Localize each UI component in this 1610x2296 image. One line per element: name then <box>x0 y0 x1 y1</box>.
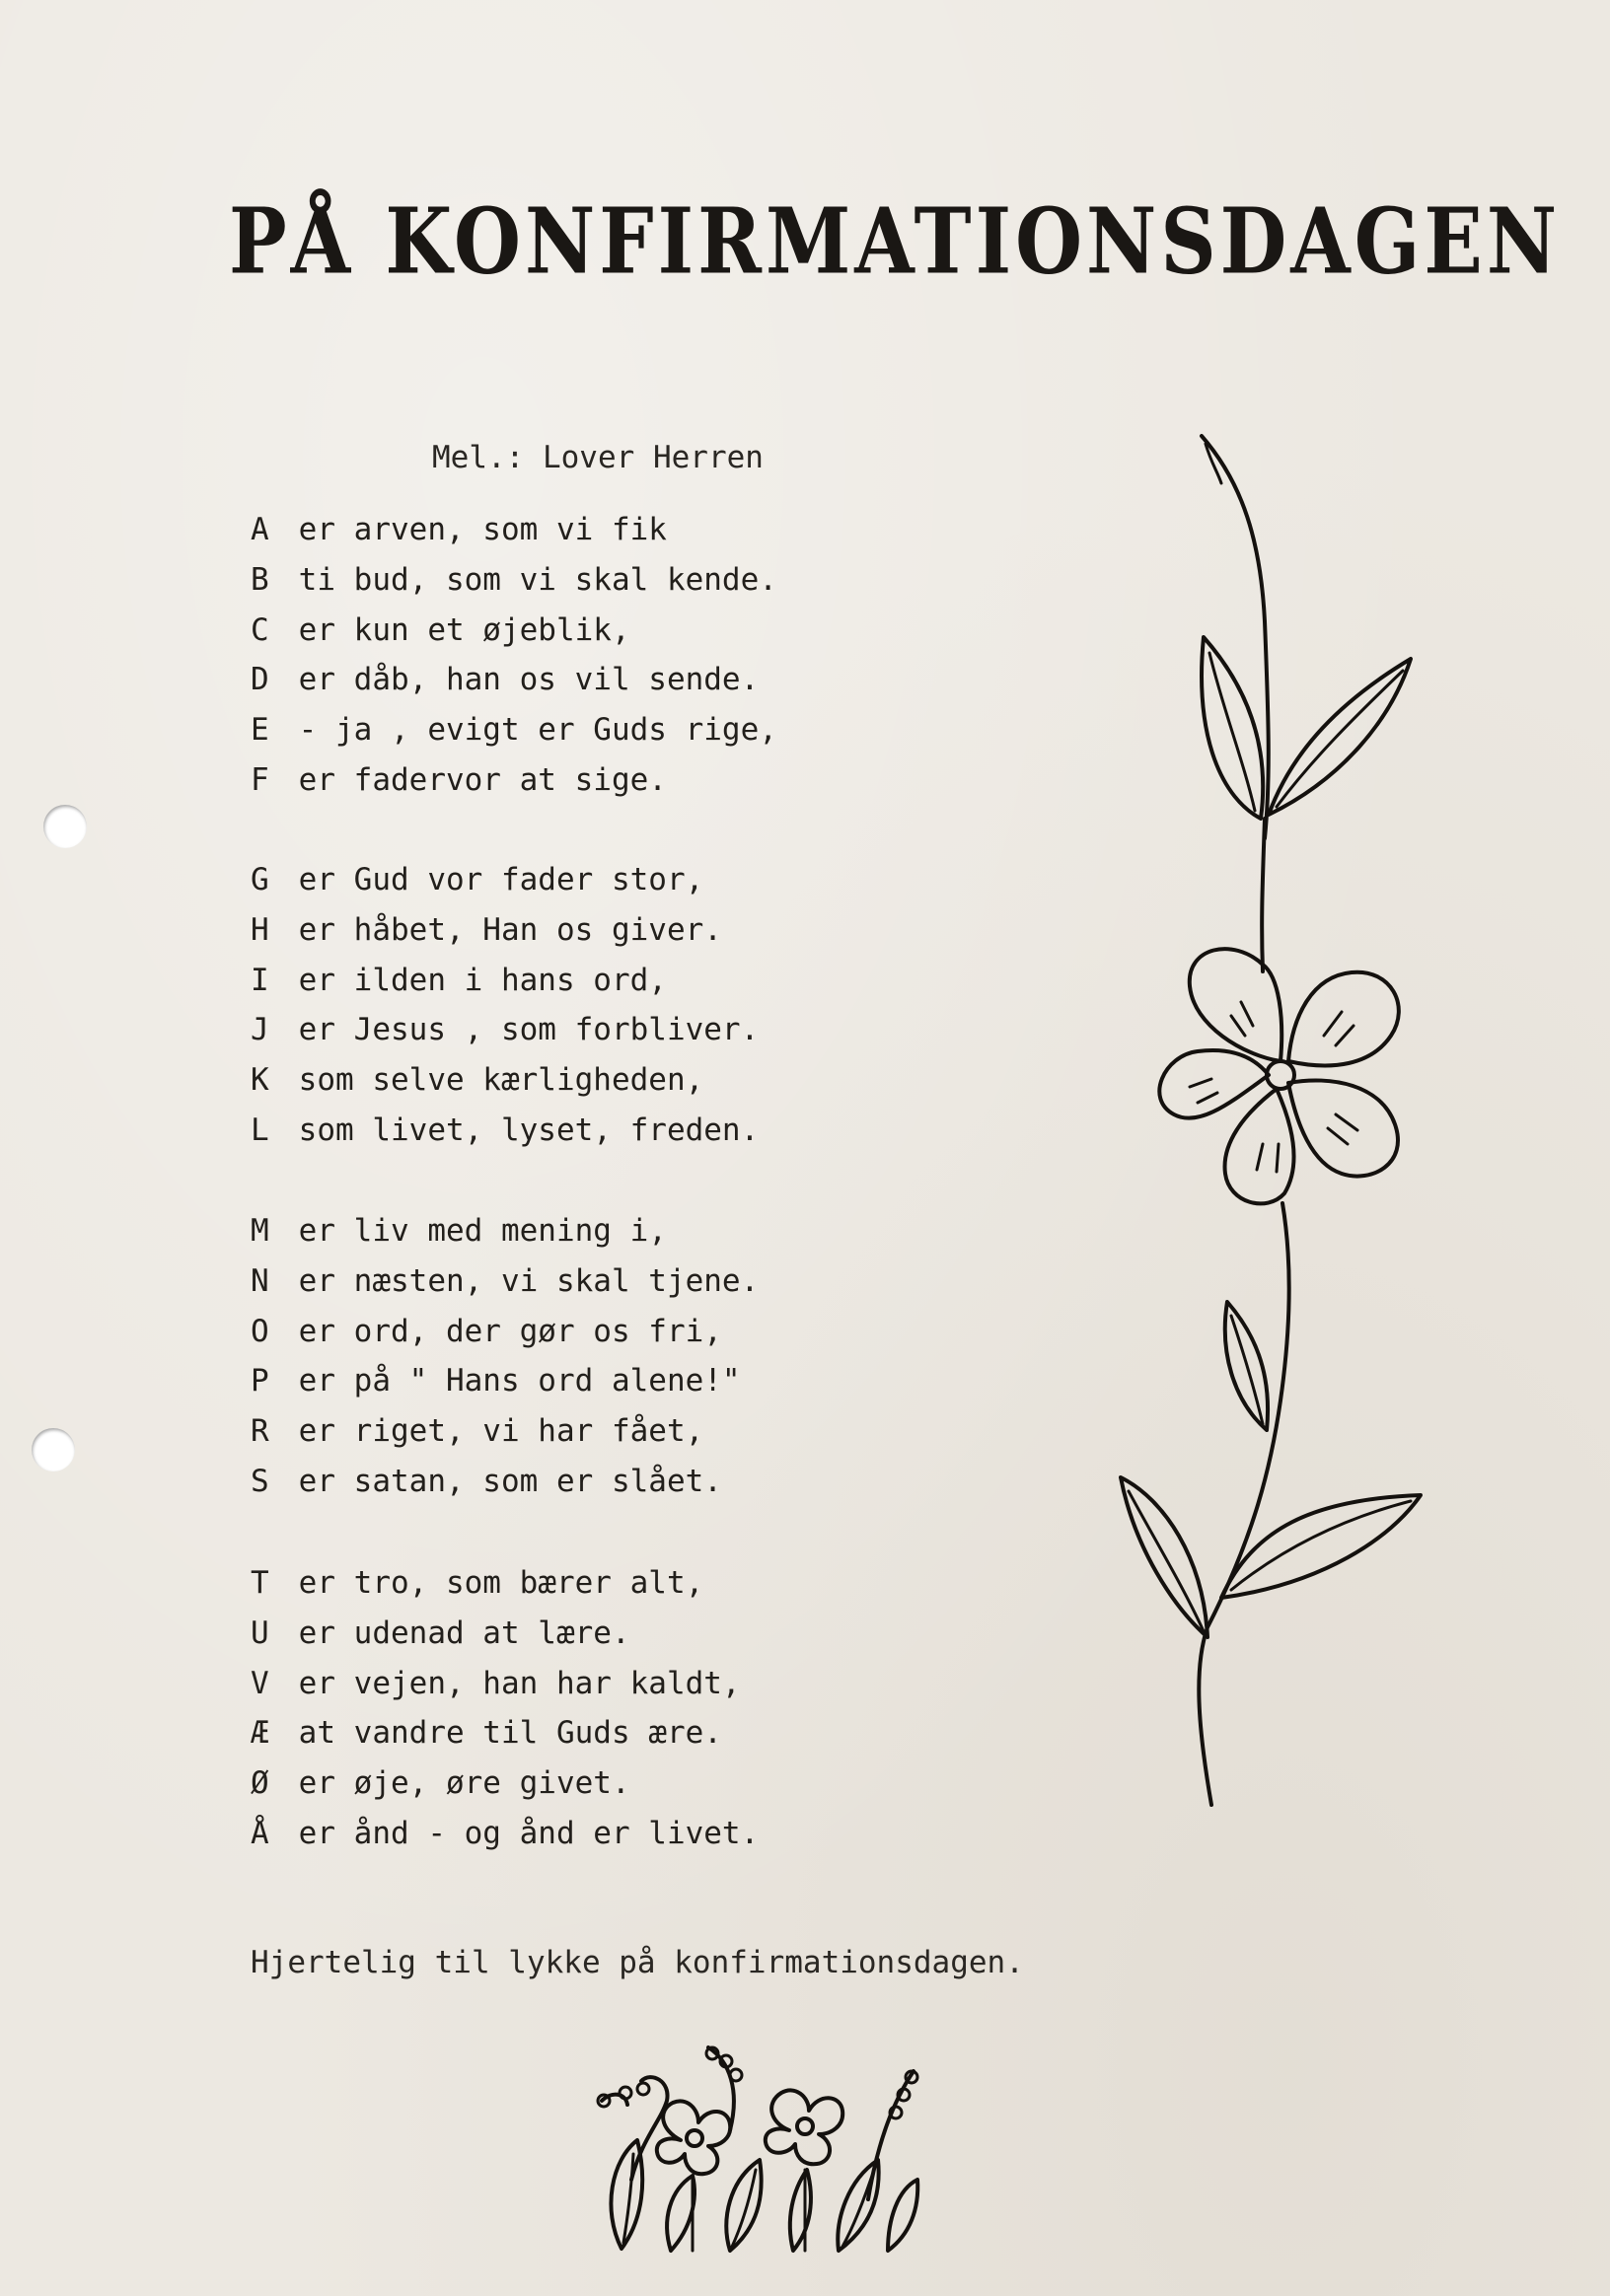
verse-letter: P <box>251 1363 269 1399</box>
verse-letter: U <box>251 1614 269 1651</box>
verse-line <box>251 1256 759 1307</box>
verse-line <box>251 1809 759 1859</box>
verse-line <box>251 1708 759 1758</box>
verse-letter: F <box>251 761 269 798</box>
melody-line: Mel.: Lover Herren <box>432 440 764 475</box>
verse-line <box>251 1558 759 1609</box>
verse-letter: D <box>251 662 269 698</box>
verse-letter: N <box>251 1262 269 1299</box>
verse-letter: L <box>251 1112 269 1148</box>
verse-letter: Æ <box>251 1715 269 1752</box>
verse-letter: Ø <box>251 1765 269 1802</box>
verse-letter: R <box>251 1413 269 1450</box>
verse-text: er vejen, han har kaldt, <box>298 1665 741 1701</box>
verse-letter: G <box>251 862 269 897</box>
verse-letter: O <box>251 1313 269 1349</box>
verse-letter: S <box>251 1463 269 1499</box>
verse-line <box>251 606 777 656</box>
verse-text: er på " Hans ord alene!" <box>298 1363 741 1399</box>
verse-line <box>251 905 759 956</box>
greeting-line: Hjertelig til lykke på konfirmationsdagen. <box>251 1945 1024 1980</box>
verse-letter: I <box>251 962 269 998</box>
verse-letter: V <box>251 1665 269 1701</box>
stanza <box>251 505 777 806</box>
verse-line <box>251 1356 759 1406</box>
verse-line <box>251 1609 759 1659</box>
verse-line <box>251 1758 759 1809</box>
verse-letter: K <box>251 1062 269 1099</box>
verse-letter: T <box>251 1565 269 1601</box>
verse-line <box>251 1005 759 1055</box>
verse-text: ti bud, som vi skal kende. <box>298 561 777 598</box>
verse-text: er satan, som er slået. <box>298 1463 722 1499</box>
verse-line <box>251 1055 759 1106</box>
verse-text: er tro, som bærer alt, <box>298 1565 704 1601</box>
verse-text: at vandre til Guds ære. <box>298 1715 722 1752</box>
verse-letter: E <box>251 712 269 749</box>
stanza <box>251 855 759 1156</box>
verse-text: er håbet, Han os giver. <box>298 911 722 948</box>
verse-letter: J <box>251 1012 269 1048</box>
punch-hole <box>32 1428 75 1471</box>
verse-text: er riget, vi har fået, <box>298 1413 704 1450</box>
flower-bouquet-drawing <box>582 2032 937 2259</box>
verse-line <box>251 1106 759 1156</box>
verse-text: er kun et øjeblik, <box>298 611 630 648</box>
verse-text: er fadervor at sige. <box>298 761 667 798</box>
verse-text: er Gud vor fader stor, <box>298 862 704 897</box>
verse-line <box>251 705 777 755</box>
verse-line <box>251 956 759 1006</box>
verse-line <box>251 1406 759 1457</box>
verse-line <box>251 755 777 806</box>
verse-text: er arven, som vi fik <box>298 512 667 547</box>
verse-line <box>251 555 777 606</box>
verse-letter: B <box>251 561 269 598</box>
verse-letter: C <box>251 611 269 648</box>
verse-line <box>251 1206 759 1256</box>
verse-line <box>251 505 777 555</box>
verse-line <box>251 1659 759 1709</box>
verse-text: - ja , evigt er Guds rige, <box>298 712 777 749</box>
flower-stem-drawing <box>1095 424 1450 1815</box>
verse-text: er ord, der gør os fri, <box>298 1313 722 1349</box>
verse-line <box>251 1307 759 1357</box>
verse-text: er ånd - og ånd er livet. <box>298 1815 760 1851</box>
verse-line <box>251 855 759 905</box>
stanza <box>251 1558 759 1859</box>
verse-letter: Å <box>251 1815 269 1851</box>
verse-letter: M <box>251 1213 269 1249</box>
stanza <box>251 1206 759 1507</box>
verse-line <box>251 655 777 705</box>
verse-text: er næsten, vi skal tjene. <box>298 1262 760 1299</box>
verse-text: er Jesus , som forbliver. <box>298 1012 760 1048</box>
verse-letter: A <box>251 512 269 547</box>
verse-text: er dåb, han os vil sende. <box>298 662 760 698</box>
verse-text: er ilden i hans ord, <box>298 962 667 998</box>
verse-text: er øje, øre givet. <box>298 1765 630 1802</box>
verse-text: som selve kærligheden, <box>298 1062 704 1099</box>
verse-text: er liv med mening i, <box>298 1213 667 1249</box>
verse-letter: H <box>251 911 269 948</box>
page-title: PÅ KONFIRMATIONSDAGEN <box>229 188 1562 296</box>
verse-text: som livet, lyset, freden. <box>298 1112 760 1148</box>
punch-hole <box>43 805 87 848</box>
verse-text: er udenad at lære. <box>298 1614 630 1651</box>
verse-line <box>251 1457 759 1507</box>
